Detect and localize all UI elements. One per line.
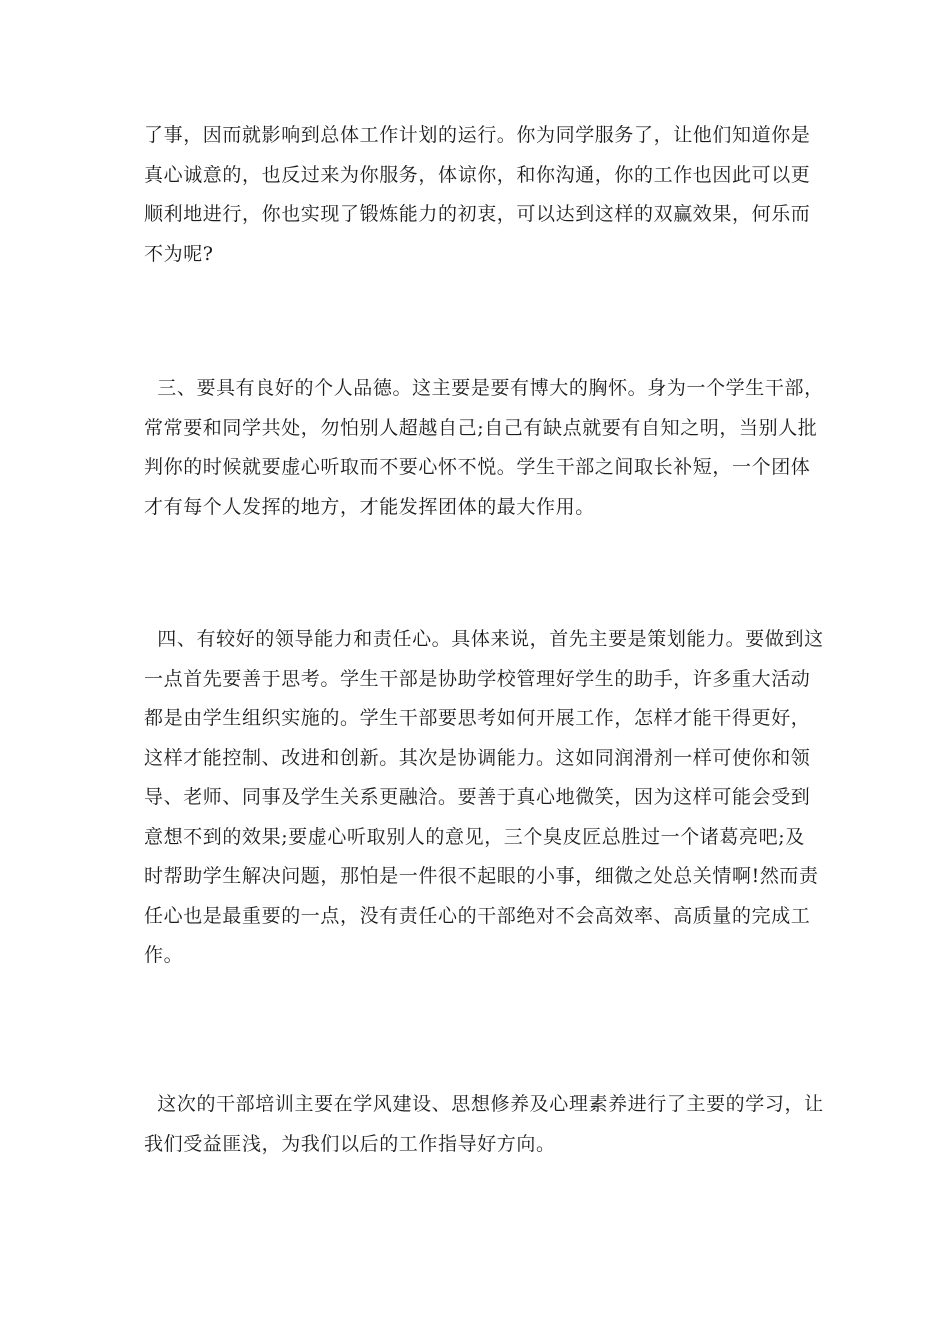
text-line: 顺利地进行，你也实现了锻炼能力的初衷，可以达到这样的双赢效果，何乐而 [144,203,811,225]
paragraph-personal-character [144,369,824,527]
text-line: 作。 [144,944,184,966]
paragraph-conclusion [144,1085,824,1164]
text-line: 了事，因而就影响到总体工作计划的运行。你为同学服务了，让他们知道你是 [144,124,811,146]
text-line: 四、有较好的领导能力和责任心。具体来说，首先主要是策划能力。要做到这 [144,628,824,650]
paragraph-service [144,116,814,274]
text-line: 真心诚意的，也反过来为你服务，体谅你，和你沟通，你的工作也因此可以更 [144,163,811,186]
text-line: 常常要和同学共处，勿怕别人超越自己;自己有缺点就要有自知之明，当别人批 [144,416,818,439]
text-line: 不为呢? [144,242,214,265]
text-line: 意想不到的效果;要虚心听取别人的意见，三个臭皮匠总胜过一个诸葛亮吧;及 [144,825,805,848]
text-line: 这次的干部培训主要在学风建设、思想修养及心理素养进行了主要的学习，让 [144,1093,824,1115]
paragraph-leadership [144,620,824,976]
text-line: 导、老师、同事及学生关系更融洽。要善于真心地微笑，因为这样可能会受到 [144,786,811,808]
text-line: 都是由学生组织实施的。学生干部要思考如何开展工作，怎样才能干得更好， [144,707,811,729]
text-line: 三、要具有良好的个人品德。这主要是要有博大的胸怀。身为一个学生干部， [144,377,824,399]
text-line: 判你的时候就要虚心听取而不要心怀不悦。学生干部之间取长补短，一个团体 [144,456,811,478]
text-line: 时帮助学生解决问题，那怕是一件很不起眼的小事，细微之处总关情啊!然而责 [144,865,819,887]
text-line: 我们受益匪浅，为我们以后的工作指导好方向。 [144,1132,556,1155]
text-line: 才有每个人发挥的地方，才能发挥团体的最大作用。 [144,495,595,518]
text-line: 任心也是最重要的一点，没有责任心的干部绝对不会高效率、高质量的完成工 [144,904,811,927]
text-line: 这样才能控制、改进和创新。其次是协调能力。这如同润滑剂一样可使你和领 [144,746,811,769]
text-line: 一点首先要善于思考。学生干部是协助学校管理好学生的助手，许多重大活动 [144,667,811,690]
